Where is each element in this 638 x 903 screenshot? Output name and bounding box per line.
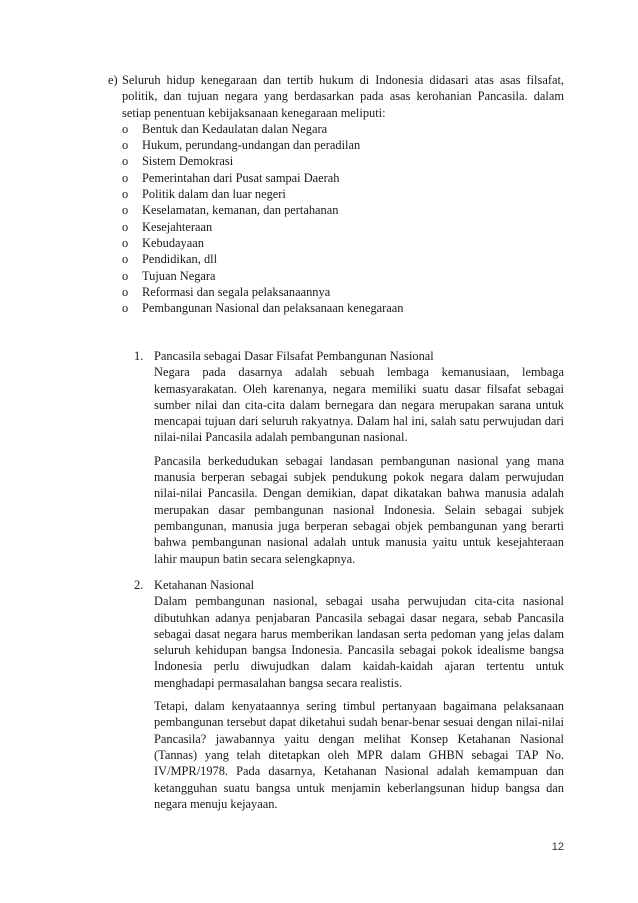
list-item [122, 153, 564, 169]
list-item [122, 170, 564, 186]
list-item-text: Sistem Demokrasi [142, 154, 234, 169]
section-heading [134, 577, 564, 593]
bullet-icon: o [122, 268, 129, 283]
list-item-text: Kesejahteraan [142, 219, 213, 234]
list-item [122, 268, 564, 284]
intro-block [108, 72, 564, 316]
bullet-icon: o [122, 203, 129, 218]
bullet-icon: o [122, 170, 129, 185]
list-item [122, 137, 564, 153]
bullet-icon: o [122, 284, 129, 299]
page-number: 12 [551, 841, 564, 853]
section-title: Pancasila sebagai Dasar Filsafat Pembangunan Nasional [154, 349, 434, 363]
list-item-text: Reformasi dan segala pelaksanaannya [142, 284, 331, 299]
list-item [122, 300, 564, 316]
list-item [122, 251, 564, 267]
section-pancasila-dasar-filsafat [134, 348, 564, 567]
section-ketahanan-nasional [134, 577, 564, 812]
list-item [122, 202, 564, 218]
list-item-text: Kebudayaan [142, 235, 204, 250]
paragraph: Dalam pembangunan nasional, sebagai usaha perwujudan cita-cita nasional dibutuhkan adanya penjabaran Pancasila sebagai dasar negara, sebab Pancasila sebagai dasat negara harus memberikan landasan serta pedoman yang jelas dalam seluruh kehidupan bangsa Indonesia. Pancasila sebagai pokok idealisme bangsa Indonesia perlu diwujudkan dalam kaidah-kaidah ajaran tertentu untuk menghadapi permasalahan bangsa secara realistis. [154, 594, 564, 690]
list-item [122, 186, 564, 202]
list-item-text: Tujuan Negara [142, 268, 216, 283]
paragraph: Pancasila berkedudukan sebagai landasan pembangunan nasional yang mana manusia berperan sebagai subjek pendukung pokok negara dalam perwujudan nilai-nilai Pancasila. Dengan demikian, dapat dikatakan bahwa manusia adalah merupakan dasar pembangunan nasional Indonesia. Selain sebagai subjek pembangunan, manusia juga berperan sebagai objek pembangunan yang berarti bahwa pembangunan nasional adalah untuk manusia yaitu untuk kesejahteraan lahir maupun batin secara selengkapnya. [154, 453, 564, 566]
bullet-icon: o [122, 121, 129, 136]
list-item-text: Bentuk dan Kedaulatan dalan Negara [142, 121, 328, 136]
policy-list [122, 121, 564, 317]
list-item [122, 284, 564, 300]
list-item-text: Pembangunan Nasional dan pelaksanaan kenegaraan [142, 301, 404, 316]
section-body [154, 593, 564, 812]
section-body [154, 364, 564, 567]
list-item [122, 121, 564, 137]
paragraph: Tetapi, dalam kenyataannya sering timbul pertanyaan bagaimana pelaksanaan pembangunan tersebut dapat diketahui sudah benar-benar sesuai dengan nilai-nilai Pancasila? jawabannya yaitu dengan melihat Konsep Ketahanan Nasional (Tannas) yang telah ditetapkan oleh MPR dalam GHBN sebagai TAP No. IV/MPR/1978. Pada dasarnya, Ketahanan Nasional adalah kemampuan dan ketangguhan suatu bangsa untuk menjamin keberlangsunan hidup bangsa dan negara menuju kejayaan. [154, 699, 564, 811]
bullet-icon: o [122, 187, 129, 202]
bullet-icon: o [122, 154, 129, 169]
section-number: 1. [134, 349, 144, 363]
bullet-icon: o [122, 219, 129, 234]
bullet-icon: o [122, 301, 129, 316]
list-item [122, 219, 564, 235]
bullet-icon: o [122, 235, 129, 250]
intro-label: e) [108, 73, 118, 87]
list-item-text: Politik dalam dan luar negeri [142, 187, 286, 202]
paragraph: Negara pada dasarnya adalah sebuah lembaga kemanusiaan, lembaga kemasyarakatan. Oleh karenanya, negara memiliki suatu dasar filsafat sebagai sumber nilai dan cita-cita dalam bernegara dan negara merupakan sarana untuk mencapai tujuan dari seluruh rakyatnya. Dalam hal ini, salah satu perwujudan dari nilai-nilai Pancasila adalah pembangunan nasional. [154, 365, 564, 445]
bullet-icon: o [122, 138, 129, 153]
list-item-text: Pendidikan, dll [142, 252, 218, 267]
list-item-text: Hukum, perundang-undangan dan peradilan [142, 138, 361, 153]
intro-paragraph: Seluruh hidup kenegaraan dan tertib hukum di Indonesia didasari atas asas filsafat, politik, dan tujuan negara yang berdasarkan pada asas kerohanian Pancasila. dalam setiap penentuan kebijaksanaan kenegaraan meliputi: [122, 73, 564, 120]
section-title: Ketahanan Nasional [154, 578, 255, 592]
list-item-text: Pemerintahan dari Pusat sampai Daerah [142, 170, 340, 185]
list-item-text: Keselamatan, kemanan, dan pertahanan [142, 203, 339, 218]
section-number: 2. [134, 578, 144, 592]
bullet-icon: o [122, 252, 129, 267]
list-item [122, 235, 564, 251]
section-heading [134, 348, 564, 364]
